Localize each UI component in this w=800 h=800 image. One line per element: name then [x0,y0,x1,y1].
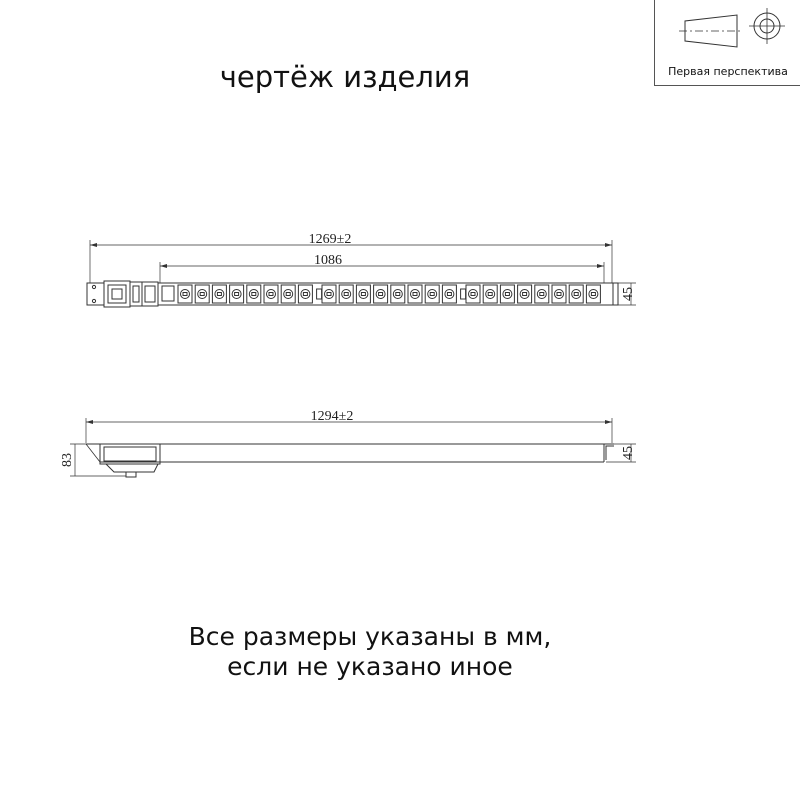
group-separator [317,289,322,299]
dim-height-left: 83 [60,453,75,467]
dim-height-top: 45 [621,287,636,301]
outlet-pin [471,293,475,296]
outlet-pin [396,293,400,296]
side-view [70,418,636,477]
outlet-pin [557,293,561,296]
outlet-pin [200,293,204,296]
outlet-pin [505,293,509,296]
outlet-pin [540,293,544,296]
dim-overall-length-top: 1269±2 [308,232,352,247]
page-title: чертёж изделия [219,60,471,94]
dim-overall-length-side: 1294±2 [310,409,354,424]
outlet-pin [235,293,239,296]
dim-height-right: 45 [621,446,636,460]
outlet-pin [344,293,348,296]
group-separator [461,289,466,299]
projection-label: Первая перспектива [668,65,788,78]
outlet-socket [198,290,207,299]
outlet-pin [286,293,290,296]
outlet-row [178,285,600,303]
outlet-socket [359,290,368,299]
outlet-pin [361,293,365,296]
outlet-pin [447,293,451,296]
outlet-socket [249,290,258,299]
outlet-pin [430,293,434,296]
outlet-pin [523,293,527,296]
outlet-socket [486,290,495,299]
outlet-socket [267,290,276,299]
outlet-socket [393,290,402,299]
outlet-socket [215,290,224,299]
outlet-pin [574,293,578,296]
outlet-socket [503,290,512,299]
outlet-socket [537,290,546,299]
outlet-pin [252,293,256,296]
dim-outlet-span: 1086 [314,253,342,268]
outlet-pin [183,293,187,296]
top-view [87,240,636,307]
units-note-line-1: Все размеры указаны в мм, [188,622,552,651]
outlet-socket [572,290,581,299]
outlet-socket [555,290,564,299]
outlet-socket [589,290,598,299]
outlet-socket [325,290,334,299]
outlet-pin [413,293,417,296]
outlet-socket [428,290,437,299]
outlet-socket [445,290,454,299]
outlet-pin [217,293,221,296]
outlet-pin [303,293,307,296]
outlet-pin [591,293,595,296]
outlet-pin [488,293,492,296]
outlet-socket [232,290,241,299]
outlet-pin [327,293,331,296]
outlet-socket [181,290,190,299]
outlet-socket [376,290,385,299]
outlet-socket [520,290,529,299]
outlet-socket [411,290,420,299]
outlet-socket [469,290,478,299]
outlet-pin [269,293,273,296]
outlet-socket [284,290,293,299]
units-note-line-2: если не указано иное [227,652,513,681]
outlet-socket [342,290,351,299]
outlet-pin [379,293,383,296]
outlet-socket [301,290,310,299]
